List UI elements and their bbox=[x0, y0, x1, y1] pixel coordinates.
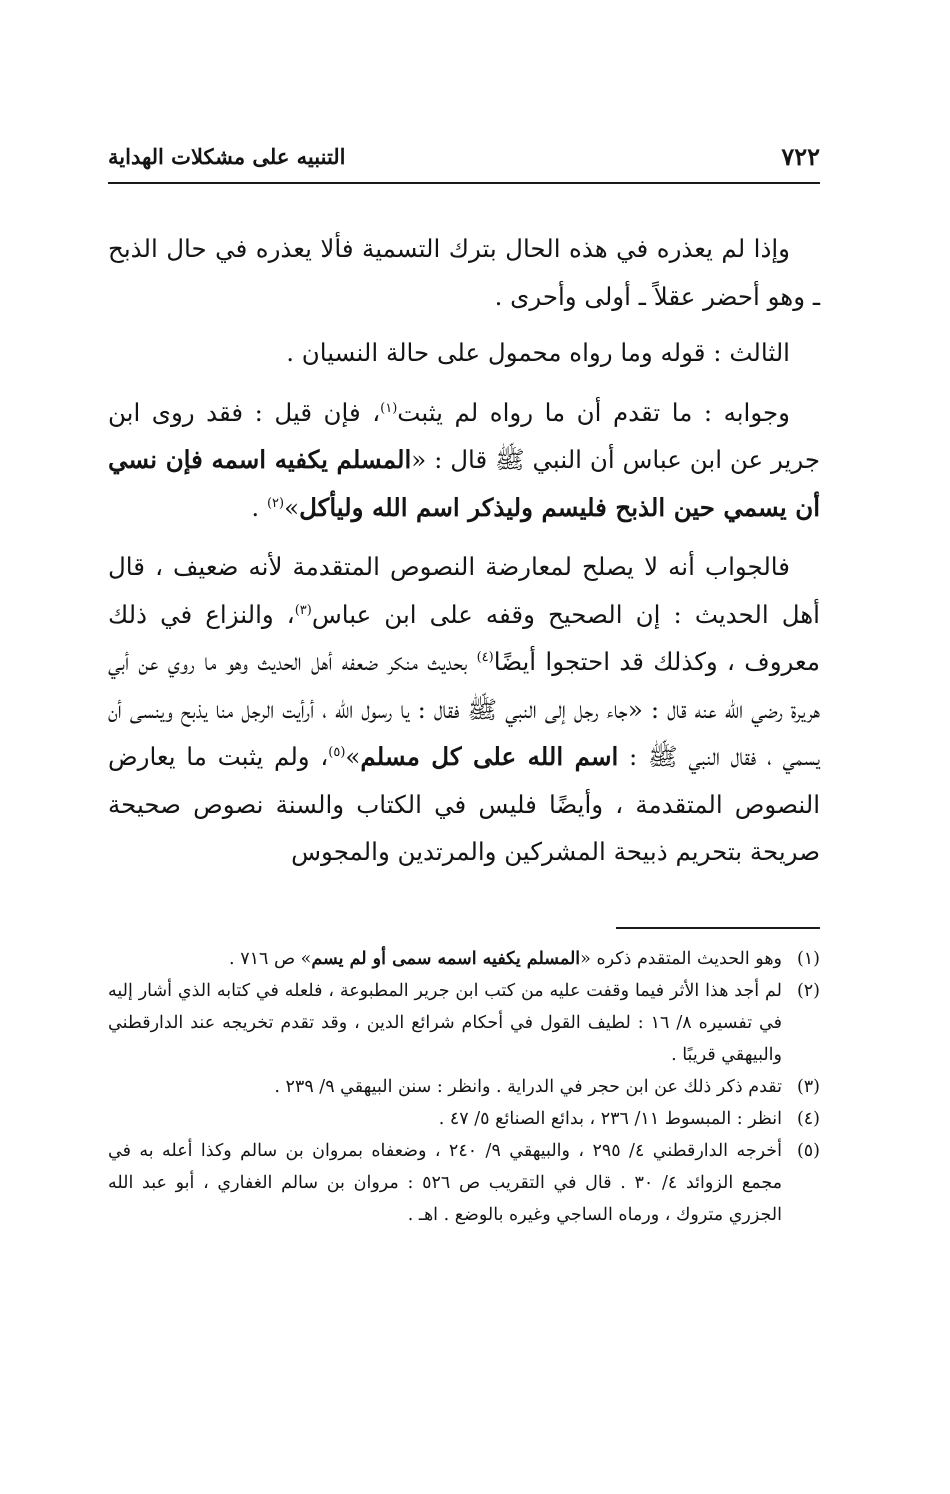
footnote-5 bbox=[108, 1135, 820, 1231]
text-run: ، فإن قيل : فقد روى ابن جرير عن ابن عباس أن النبي ﷺ قال : « bbox=[108, 397, 820, 474]
footnote-4 bbox=[108, 1103, 820, 1135]
paragraph-2: الثالث : قوله وما رواه محمول على حالة النسيان . bbox=[286, 338, 790, 367]
header-divider bbox=[108, 182, 820, 184]
footnote-text: انظر : المبسوط ١١/ ٢٣٦ ، بدائع الصنائع ٥/ ٤٧ . bbox=[438, 1109, 782, 1129]
footnote-2 bbox=[108, 975, 820, 1071]
footnote-ref-5: (٥) bbox=[328, 744, 346, 760]
page-number: ٧٢٢ bbox=[781, 142, 820, 171]
footnote-text: أخرجه الدارقطني ٤/ ٢٩٥ ، والبيهقي ٩/ ٢٤٠ ، وضعفاه بمروان بن سالم وكذا أعله به في مجمع الزوائد ٤/ ٣٠ . قال في التقريب ص ٥٢٦ : مروان بن سالم الغفاري ، أبو عبد الله الجزري متروك ، ورماه الساجي وغيره بالوضع . اهـ . bbox=[108, 1141, 782, 1225]
footnote-number: (٣) bbox=[796, 1077, 820, 1097]
text-run: ، ولم يثبت ما يعارض النصوص المتقدمة ، وأيضًا فليس في الكتاب والسنة نصوص صحيحة صريحة بتحريم ذبيحة المشركين والمرتدين والمجوس bbox=[108, 742, 820, 866]
footnote-ref-2: (٢) bbox=[266, 495, 285, 511]
text-run: وجوابه : ما تقدم أن ما رواه لم يثبت bbox=[397, 397, 790, 427]
footnote-ref-4: (٤) bbox=[476, 649, 494, 665]
text-run: وهو الحديث المتقدم ذكره « bbox=[580, 949, 782, 969]
page-header bbox=[108, 140, 820, 180]
paragraph-4 bbox=[108, 543, 820, 876]
footnote-divider bbox=[616, 927, 820, 929]
footnote-text: تقدم ذكر ذلك عن ابن حجر في الدراية . وانظر : سنن البيهقي ٩/ ٢٣٩ . bbox=[274, 1077, 782, 1097]
text-run: . bbox=[251, 492, 267, 522]
paragraph-3 bbox=[108, 389, 820, 532]
footnote-ref-1: (١) bbox=[380, 400, 398, 416]
text-run: » bbox=[345, 742, 361, 771]
text-run: » bbox=[284, 492, 300, 522]
footnote-number: (٤) bbox=[796, 1109, 820, 1129]
footnote-number: (٢) bbox=[796, 981, 820, 1001]
paragraph-1: وإذا لم يعذره في هذه الحال بترك التسمية فألا يعذره في حال الذبح ـ وهو أحضر عقلاً ـ أولى وأحرى . bbox=[108, 234, 820, 311]
running-title: التنبيه على مشكلات الهداية bbox=[108, 144, 346, 169]
footnote-ref-3: (٣) bbox=[294, 602, 312, 618]
footnotes bbox=[108, 943, 820, 1231]
text-run: بحديث منكر ضعفه أهل الحديث وهو ما روي عن أبي هريرة رضي الله عنه قال : «جاء رجل إلى النبي ﷺ فقال : يا رسول الله ، أرأيت الرجل منا يذبح وينسى أن يسمي ، فقال النبي ﷺ : bbox=[108, 647, 820, 771]
text-run: فالجواب أنه لا يصلح لمعارضة النصوص المتقدمة لأنه ضعيف ، قال أهل الحديث : إن الصحيح وقفه على ابن عباس bbox=[108, 552, 820, 629]
footnote-1 bbox=[108, 943, 820, 975]
footnote-3 bbox=[108, 1071, 820, 1103]
footnote-number: (١) bbox=[796, 949, 820, 969]
quoted-hadith: المسلم يكفيه اسمه سمى أو لم يسم bbox=[311, 949, 581, 969]
text-run: » ص ٧١٦ . bbox=[229, 949, 312, 969]
hadith-quote: المسلم يكفيه اسمه فإن نسي أن يسمي حين الذبح فليسم وليذكر اسم الله وليأكل bbox=[108, 445, 820, 522]
footnote-text: لم أجد هذا الأثر فيما وقفت عليه من كتب ابن جرير المطبوعة ، فلعله في كتابه الذي أشار إليه في تفسيره ٨/ ١٦ : لطيف القول في أحكام شرائع الدين ، وقد تقدم تخريجه عند الدارقطني والبيهقي قريبًا . bbox=[108, 981, 782, 1065]
hadith-quote: اسم الله على كل مسلم bbox=[360, 742, 619, 771]
footnote-number: (٥) bbox=[796, 1141, 820, 1161]
main-text bbox=[108, 225, 820, 876]
text-run: ، والنزاع في ذلك معروف ، وكذلك قد احتجوا أيضًا bbox=[108, 599, 820, 676]
